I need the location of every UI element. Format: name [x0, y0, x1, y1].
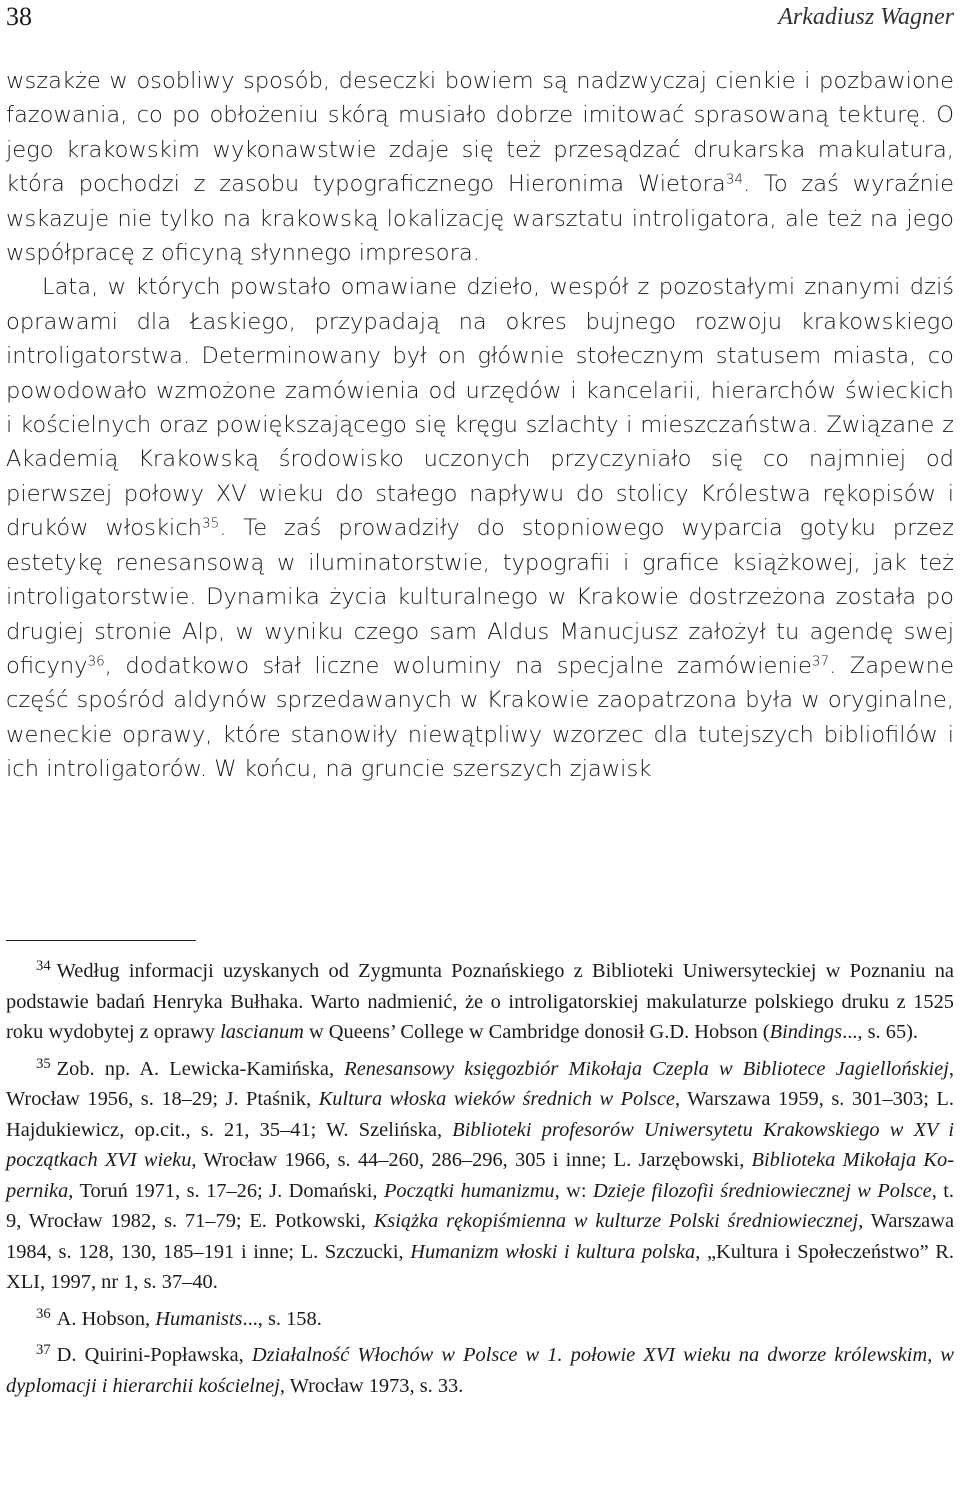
footnote-number: 34 — [36, 958, 51, 975]
footnote-text: Zob. np. A. Lewicka-Kamińska, — [56, 1057, 345, 1080]
paragraph-1-text-a: wszakże w osobliwy sposób, deseczki bowiem są nadzwyczaj cienkie i pozbawione fazowania, co po obłożeniu skórą musiało dobrze imitować sprasowaną tekturę. O jego krakowskim wykonawstwie zdaje się też przesądzać drukarska makulatura, która pochodzi z zasobu typograficznego Hieronima Wietora — [6, 68, 954, 198]
paragraph-2 — [6, 270, 954, 786]
footnote-number: 37 — [36, 1342, 51, 1359]
footnote-ref-35[interactable]: 35 — [201, 515, 220, 532]
footnote-text: A. Hobson, — [56, 1307, 156, 1330]
footnote-text: , Wrocław 1966, s. 44–260, 286–296, 305 i inne; L. Jarzębowski, — [191, 1149, 752, 1171]
footnote-italic: Biblioteka Mikołaja Kopernika — [6, 1149, 954, 1202]
footnote-34 — [6, 956, 954, 1048]
footnote-text: , Wrocław 1973, s. 33. — [279, 1374, 464, 1397]
footnote-italic: Biblioteki profesorów Uniwersytetu Krakowskiego w XV i początkach XVI wieku — [6, 1118, 954, 1171]
footnote-italic: Początki humanizmu — [383, 1179, 555, 1202]
paragraph-1 — [6, 64, 954, 270]
footnote-35 — [6, 1054, 954, 1298]
footnote-italic: Dzieje filozofii średniowiecznej w Polsce — [592, 1179, 932, 1202]
paragraph-2-text-a: Lata, w których powstało omawiane dzieło, wespół z pozostałymi znanymi dziś oprawami dla Łaskiego, przypadają na okres bujnego rozwoju krakowskiego introligatorstwa. Determinowany był on głównie stołecznym statusem miasta, co powodowało wzmożone zamówienia od urzędów i kancelarii, hierarchów świeckich i kościelnych oraz powiększającego się kręgu szlachty i mieszczaństwa. Związane z Akademią Krakowską środowisko uczonych przyczyniało się co najmniej od pierwszej połowy XV wieku do stałego napływu do stolicy Królestwa rękopisów i druków włoskich — [6, 274, 954, 542]
running-head-author: Arkadiusz Wagner — [778, 4, 954, 30]
book-page — [6, 0, 954, 1397]
footnote-37 — [6, 1340, 954, 1401]
running-head — [6, 0, 954, 40]
footnote-italic: Książka rękopiśmienna w kulturze Polski średniowiecznej — [373, 1210, 859, 1232]
footnote-ref-36[interactable]: 36 — [87, 653, 105, 670]
footnote-text: w Queens’ College w Cambridge donosił G.D. Hobson ( — [303, 1021, 770, 1043]
footnote-italic: Bindings — [769, 1021, 843, 1043]
page-number: 38 — [6, 2, 32, 31]
footnote-text: ..., s. 158. — [242, 1307, 322, 1330]
footnote-text: , „Kultura i Społeczeństwo” R. XLI, 1997, nr 1, s. 37–40. — [6, 1240, 954, 1293]
footnote-text: , w: — [554, 1179, 593, 1202]
footnote-text: , Toruń 1971, s. 17–26; J. Domański, — [68, 1179, 384, 1202]
footnote-italic: Humanists — [155, 1307, 243, 1330]
footnote-italic: Renesansowy księgozbiór Mikołaja Czepla w Bibliotece Jagiellońskiej — [344, 1057, 949, 1080]
paragraph-2-text-d: . Zapewne część spośród aldynów sprzedawanych w Krakowie zaopatrzona była w oryginalne, weneckie oprawy, które stanowiły niewątpliwy wzorzec dla tutejszych bibliofilów i ich introligatorów. W końcu, na gruncie szerszych zjawisk — [6, 652, 954, 783]
footnote-text: D. Quirini-Popławska, — [56, 1344, 252, 1366]
footnote-text: , t. 9, Wrocław 1982, s. 71–79; E. Potkowski, — [6, 1179, 954, 1232]
paragraph-2-text-c: , dodatkowo słał liczne woluminy na specjalne zamówienie — [104, 652, 812, 679]
paragraph-2-text-b: . Te zaś prowadziły do stopniowego wyparcia gotyku przez estetykę renesansową w iluminatorstwie, typografii i grafice książkowej, jak też introligatorstwie. Dynamika życia kulturalnego w Krakowie dostrzeżona została po drugiej stronie Alp, w wyniku czego sam Aldus Manucjusz założył tu agendę swej oficyny — [6, 515, 954, 679]
footnotes — [6, 956, 954, 1407]
footnote-separator — [6, 940, 196, 941]
footnote-ref-37[interactable]: 37 — [811, 653, 830, 670]
footnote-italic: Kultura włoska wieków średnich w Polsce — [318, 1088, 675, 1110]
footnote-36 — [6, 1304, 954, 1335]
footnote-text: , Warszawa 1959, s. 301–303; L. Hajdukiewicz, op.cit., s. 21, 35–41; W. Szelińska, — [6, 1088, 954, 1141]
footnote-text: Według informacji uzyskanych od Zygmunta Poznańskiego z Biblioteki Uniwersyteckiej w Poznaniu na podstawie badań Henryka Bułhaka. Warto nadmienić, że o introligatorskiej makulaturze polskiego druku z 1525 roku wydobytej z oprawy — [6, 960, 954, 1043]
footnote-text: , Warszawa 1984, s. 128, 130, 185–191 i inne; L. Szczucki, — [6, 1210, 954, 1263]
footnote-number: 35 — [36, 1055, 51, 1072]
footnote-ref-34[interactable]: 34 — [725, 171, 743, 188]
footnote-text: , Wrocław 1956, s. 18–29; J. Ptaśnik, — [6, 1057, 954, 1110]
footnote-text: ..., s. 65). — [842, 1021, 919, 1043]
footnote-number: 36 — [36, 1305, 51, 1322]
body-text — [6, 64, 954, 787]
footnote-italic: lascianum — [220, 1021, 304, 1043]
footnote-italic: Działalność Włochów w Polsce w 1. połowie XVI wieku na dworze królewskim, w dyplomacji i hierarchii kościelnej — [6, 1344, 954, 1397]
paragraph-1-text-b: . To zaś wyraźnie wskazuje nie tylko na krakowską lokalizację warsztatu introligatora, ale też na jego współpracę z oficyną słynnego impresora. — [6, 171, 954, 267]
footnote-italic: Humanizm włoski i kultura polska — [410, 1240, 696, 1263]
